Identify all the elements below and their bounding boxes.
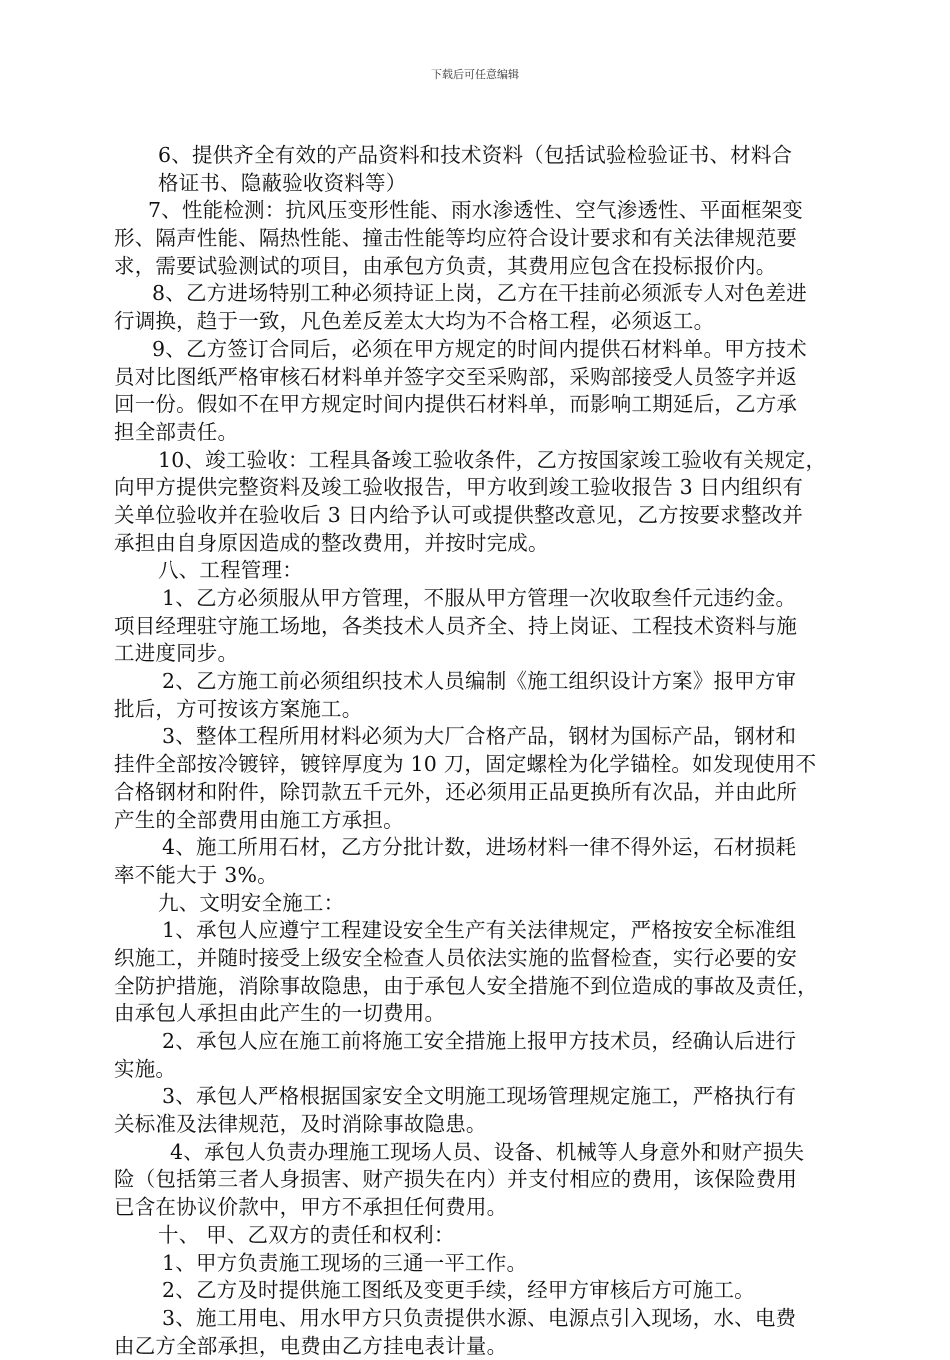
paragraph-line: 向甲方提供完整资料及竣工验收报告，甲方收到竣工验收报告 3 日内组织有 — [114, 475, 804, 500]
paragraph-line: 1、甲方负责施工现场的三通一平工作。 — [162, 1250, 528, 1275]
paragraph-line: 关单位验收并在验收后 3 日内给予认可或提供整改意见，乙方按要求整改并 — [114, 502, 804, 527]
paragraph-line: 织施工，并随时接受上级安全检查人员依法实施的监督检查，实行必要的安 — [114, 945, 798, 970]
paragraph-line: 求，需要试验测试的项目，由承包方负责，其费用应包含在投标报价内。 — [114, 253, 777, 278]
paragraph-line: 险（包括第三者人身损害、财产损失在内）并支付相应的费用，该保险费用 — [114, 1167, 798, 1192]
paragraph-line: 1、承包人应遵宁工程建设安全生产有关法律规定，严格按安全标准组 — [162, 918, 797, 943]
paragraph-line: 4、承包人负责办理施工现场人员、设备、机械等人身意外和财产损失 — [170, 1139, 805, 1164]
paragraph-line: 合格钢材和附件，除罚款五千元外，还必须用正品更换所有次品，并由此所 — [114, 779, 798, 804]
paragraph-line: 率不能大于 3%。 — [114, 862, 278, 887]
section-heading: 十、 甲、乙双方的责任和权利： — [158, 1222, 455, 1247]
paragraph-line: 4、施工所用石材，乙方分批计数，进场材料一律不得外运，石材损耗 — [162, 835, 797, 860]
paragraph-line: 3、施工用电、用水甲方只负责提供水源、电源点引入现场，水、电费 — [162, 1305, 797, 1330]
page-header: 下载后可任意编辑 — [431, 68, 519, 81]
paragraph-line: 3、承包人严格根据国家安全文明施工现场管理规定施工，严格执行有 — [162, 1084, 797, 1109]
paragraph-line: 由乙方全部承担，电费由乙方挂电表计量。 — [114, 1333, 508, 1358]
paragraph-line: 形、隔声性能、隔热性能、撞击性能等均应符合设计要求和有关法律规范要 — [114, 226, 798, 251]
paragraph-line: 批后，方可按该方案施工。 — [114, 696, 363, 721]
paragraph-line: 全防护措施，消除事故隐患，由于承包人安全措施不到位造成的事故及责任， — [114, 973, 818, 998]
paragraph-line: 工进度同步。 — [114, 641, 239, 666]
paragraph-line: 3、整体工程所用材料必须为大厂合格产品，钢材为国标产品，钢材和 — [162, 724, 797, 749]
paragraph-line: 回一份。假如不在甲方规定时间内提供石材料单，而影响工期延后，乙方承 — [114, 392, 798, 417]
paragraph-line: 9、乙方签订合同后，必须在甲方规定的时间内提供石材料单。甲方技术 — [152, 336, 807, 361]
paragraph-line: 10、竣工验收：工程具备竣工验收条件，乙方按国家竣工验收有关规定， — [158, 447, 827, 472]
paragraph-line: 2、乙方施工前必须组织技术人员编制《施工组织设计方案》报甲方审 — [162, 669, 797, 694]
paragraph-line: 格证书、隐蔽验收资料等） — [158, 170, 407, 195]
document-body — [114, 142, 860, 1360]
paragraph-line: 6、提供齐全有效的产品资料和技术资料（包括试验检验证书、材料合 — [158, 143, 793, 167]
paragraph-line: 担全部责任。 — [114, 419, 239, 444]
paragraph-line: 挂件全部按冷镀锌，镀锌厚度为 10 刀，固定螺栓为化学锚栓。如发现使用不 — [114, 752, 817, 777]
section-heading: 八、工程管理： — [158, 558, 303, 583]
paragraph-line: 行调换，趋于一致，凡色差反差太大均为不合格工程，必须返工。 — [114, 309, 715, 334]
section-heading: 九、文明安全施工： — [158, 890, 345, 915]
paragraph-line: 2、承包人应在施工前将施工安全措施上报甲方技术员，经确认后进行 — [162, 1029, 797, 1053]
paragraph-line: 7、性能检测：抗风压变形性能、雨水渗透性、空气渗透性、平面框架变 — [148, 198, 803, 223]
paragraph-line: 由承包人承担由此产生的一切费用。 — [114, 1001, 446, 1026]
paragraph-line: 2、乙方及时提供施工图纸及变更手续，经甲方审核后方可施工。 — [162, 1278, 755, 1303]
paragraph-line: 已含在协议价款中，甲方不承担任何费用。 — [114, 1195, 508, 1220]
paragraph-line: 项目经理驻守施工场地，各类技术人员齐全、持上岗证、工程技术资料与施 — [114, 613, 798, 638]
paragraph-line: 8、乙方进场特别工种必须持证上岗，乙方在干挂前必须派专人对色差进 — [152, 281, 807, 306]
paragraph-line: 员对比图纸严格审核石材料单并签字交至采购部，采购部接受人员签字并返 — [114, 364, 798, 389]
paragraph-line: 关标准及法律规范，及时消除事故隐患。 — [114, 1112, 487, 1137]
paragraph-line: 1、乙方必须服从甲方管理，不服从甲方管理一次收取叁仟元违约金。 — [162, 586, 797, 610]
paragraph-line: 实施。 — [114, 1056, 177, 1081]
paragraph-line: 承担由自身原因造成的整改费用，并按时完成。 — [114, 530, 549, 555]
paragraph-line: 产生的全部费用由施工方承担。 — [114, 807, 404, 832]
